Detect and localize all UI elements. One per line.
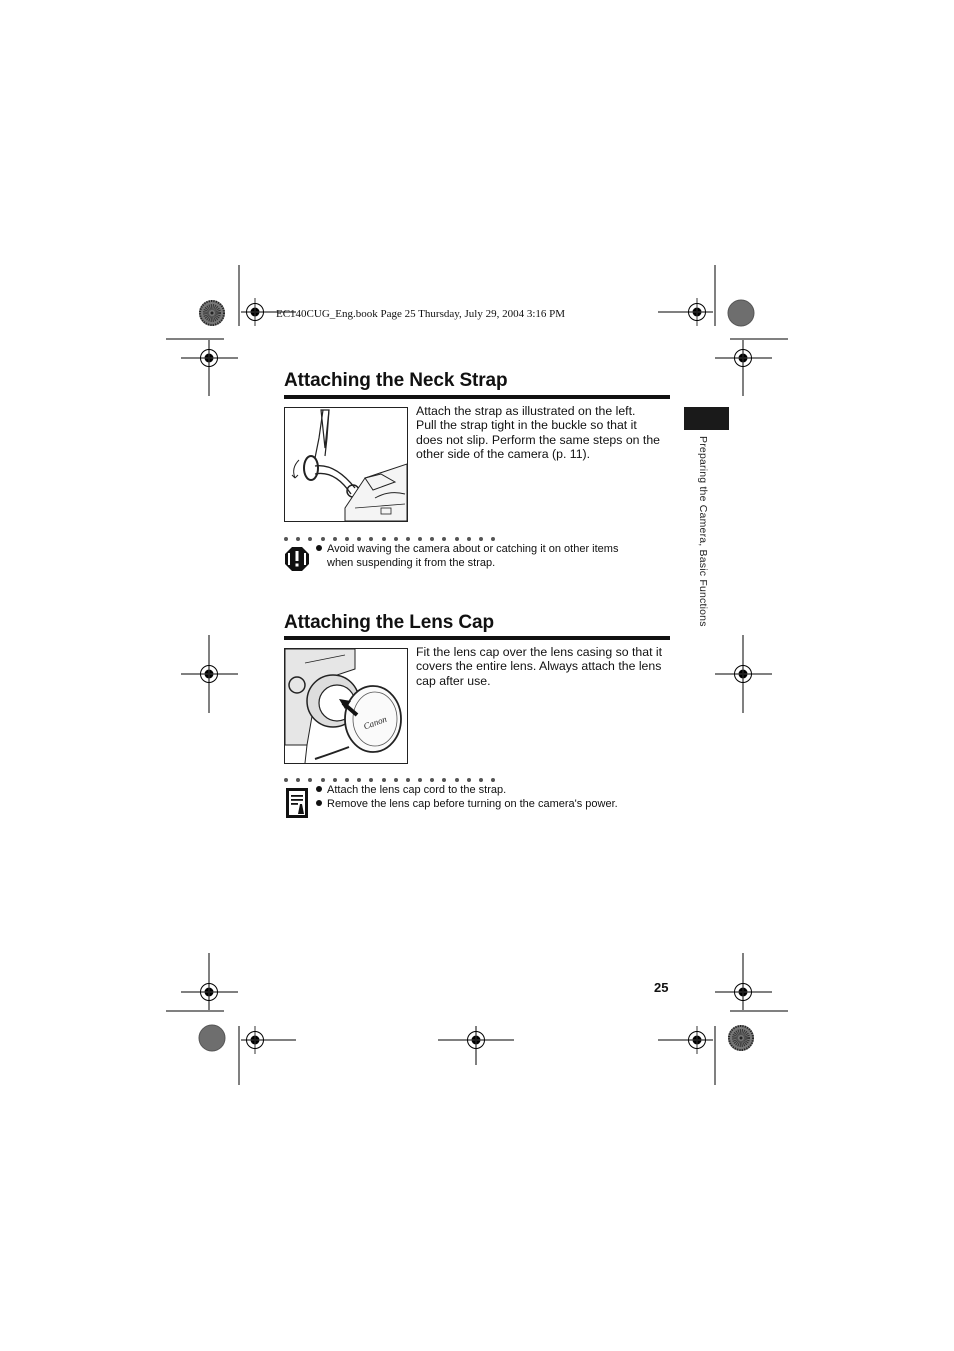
section-title-neck-strap: Attaching the Neck Strap (284, 370, 508, 391)
file-header: EC140CUG_Eng.book Page 25 Thursday, July 29, 2004 3:16 PM (276, 308, 566, 320)
lens-cap-illustration (284, 648, 408, 764)
caution-note (316, 543, 676, 570)
chapter-side-label: Preparing the Camera, Basic Functions (697, 436, 709, 627)
note-item: Avoid waving the camera about or catching it on other items (316, 543, 676, 557)
svg-text:Canon: Canon (362, 713, 389, 732)
lens-cap-instructions (416, 645, 672, 688)
section-rule (284, 395, 670, 399)
memo-notes (316, 784, 676, 811)
neck-strap-illustration (284, 407, 408, 522)
note-item: Attach the lens cap cord to the strap. (316, 784, 676, 798)
bullet-icon (316, 545, 322, 551)
text-line: Fit the lens cap over the lens casing so that it (416, 645, 663, 659)
note-item-continuation: when suspending it from the strap. (327, 556, 496, 569)
bullet-icon (316, 800, 322, 806)
memo-icon (286, 788, 308, 818)
dotted-separator (284, 536, 503, 542)
neck-strap-instructions (416, 404, 672, 462)
dotted-separator (284, 777, 503, 783)
section-title-lens-cap: Attaching the Lens Cap (284, 612, 494, 633)
text-line: Attach the strap as illustrated on the left. (416, 404, 636, 418)
note-item: Remove the lens cap before turning on the camera's power. (316, 798, 676, 812)
text-line: does not slip. Perform the same steps on the (416, 432, 661, 447)
page-number: 25 (654, 980, 669, 995)
text-line: other side of the camera (p. 11). (416, 447, 591, 462)
chapter-tab-marker (684, 407, 729, 430)
text-line: Pull the strap tight in the buckle so that it (416, 418, 637, 433)
text-line: covers the entire lens. Always attach the lens (416, 659, 662, 674)
bullet-icon (316, 786, 322, 792)
text-line: cap after use. (416, 673, 491, 688)
caution-icon (285, 547, 309, 571)
section-rule (284, 636, 670, 640)
